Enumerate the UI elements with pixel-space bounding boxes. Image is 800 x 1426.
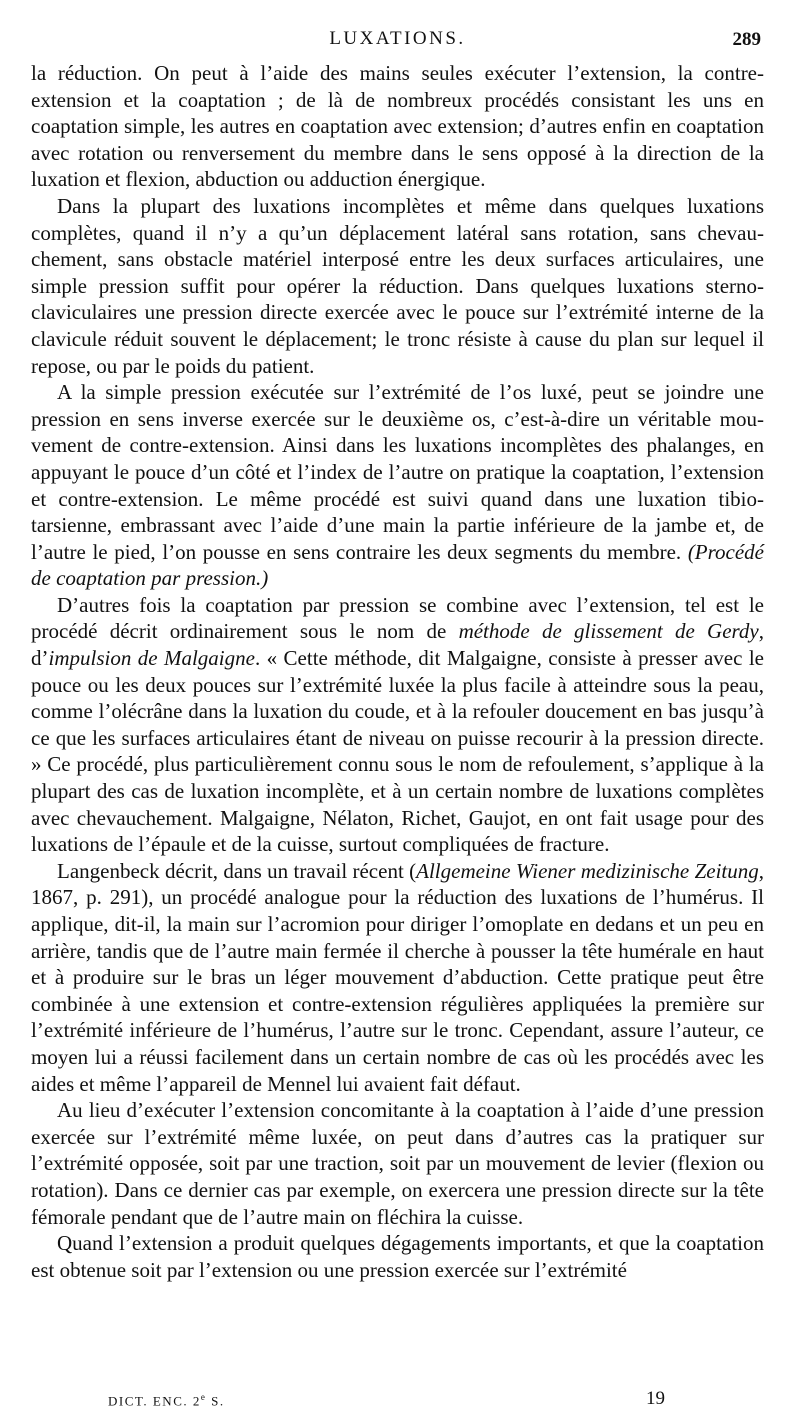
paragraph-4: [31, 592, 764, 858]
page-number: 289: [732, 29, 761, 50]
paragraph-5: [31, 858, 764, 1097]
page-header: [30, 22, 765, 54]
paragraph-2: Dans la plupart des luxations incomplètes et même dans quelques luxations complètes, quand il n’y a qu’un déplacement latéral sans rotation, sans chevauchement, sans obstacle matériel interposé entre les deux surfaces articulaires, une simple pression suffit pour opérer la réduction. Dans quelques luxations sterno-claviculaires une pression directe exercée avec le pouce sur l’extrémité interne de la clavicule réduit souvent le déplacement; le tronc résiste à cause du plan sur lequel il repose, ou par le poids du patient.: [31, 193, 764, 378]
paragraph-5-text-c: , 1867, p. 291), un procédé analogue pour la réduction des luxations de l’humérus. Il applique, dit-il, la main sur l’acromion pour diriger l’omoplate en dedans et un peu en arrière, tandis que de l’autre main fermée il cherche à pousser la tête humérale en haut et à produire sur le bras un léger mouvement d’abduction. Cette pratique peut être combinée à une extension et contre-extension régulières appliquées la première sur l’extrémité inférieure de l’humérus, l’autre sur le tronc. Cependant, assure l’auteur, ce moyen lui a réussi facilement dans un certain nombre de cas où les procédés avec les aides et même l’appareil de Mennel lui avaient fait défaut.: [31, 858, 764, 1096]
running-title: LUXATIONS.: [329, 28, 466, 49]
paragraph-3: [31, 379, 764, 592]
paragraph-7: Quand l’extension a produit quelques dégagements importants, et que la coaptation est obtenue soit par l’extension ou une pression exercée sur l’extrémité: [31, 1231, 764, 1282]
paragraph-5-italic-journal: Allgemeine Wiener medizinische Zeitung: [416, 858, 759, 883]
signature-sup: e: [200, 1392, 207, 1402]
paragraph-6: Au lieu d’exécuter l’extension concomitante à la coaptation à l’aide d’une pression exercée sur l’extrémité même luxée, on peut dans d’autres cas la pratiquer sur l’extrémité opposée, soit par une traction, soit par un mouvement de levier (flexion ou rotation). Dans ce dernier cas par exemple, on exercera une pression directe sur la tête fémorale pendant que de l’autre main on fléchira la cuisse.: [31, 1098, 764, 1229]
paragraph-3-italic: (Procédé de coaptation par pression.): [31, 539, 764, 591]
paragraph-5-text-a: Langenbeck décrit, dans un travail récent (: [57, 858, 417, 883]
page-footer: [30, 1388, 765, 1416]
paragraph-4-italic-malgaigne: impulsion de Malgaigne: [48, 646, 255, 671]
paragraph-4-text-c: , d’: [31, 619, 765, 671]
paragraph-4-italic-gerdy: méthode de glissement de Gerdy: [458, 619, 759, 644]
paragraph-4-text-e: . « Cette méthode, dit Malgaigne, consiste à presser avec le pouce ou les deux pouces sur l’extrémité luxée la plus facile à atteindre sous la peau, comme l’olécrâne dans la luxation du coude, et à la refouler doucement en bas jusqu’à ce que les surfaces articulaires étant de niveau on puisse recourir à la pression directe. » Ce procédé, plus particulièrement connu sous le nom de refoulement, s’applique à la plupart des cas de luxation incomplète, et à un certain nombre de luxations complètes avec chevauchement. Malgaigne, Nélaton, Richet, Gaujot, en ont fait usage pour des luxations de l’épaule et de la cuisse, surtout compliquées de fracture.: [31, 646, 764, 857]
printer-signature: [108, 1392, 225, 1409]
paragraph-3-text: A la simple pression exécutée sur l’extrémité de l’os luxé, peut se joindre une pression en sens inverse exercée sur le deuxième os, c’est-à-dire un véritable mouvement de contre-extension. Ainsi dans les luxations incomplètes des phalanges, en appuyant le pouce d’un côté et l’index de l’autre on pratique la coaptation, l’extension et contre-extension. Le même procédé est suivi quand dans une luxation tibio-tarsienne, embrassant avec l’aide d’une main la partie inférieure de la jambe et, de l’autre le pied, l’on pousse en sens contraire les deux segments du membre.: [31, 380, 764, 564]
sheet-number: 19: [646, 1388, 665, 1409]
paragraph-1: la réduction. On peut à l’aide des mains seules exécuter l’extension, la contre-extension et la coaptation ; de là de nombreux procédés consistant les uns en coaptation simple, les autres en coaptation avec extension; d’autres enfin en coaptation avec rotation ou renversement du membre dans le sens opposé à la direction de la luxation et flexion, abduction ou adduction énergique.: [31, 61, 764, 192]
paragraph-4-text-a: D’autres fois la coaptation par pression se combine avec l’extension, tel est le procédé décrit ordinairement sous le nom de: [31, 592, 764, 644]
body-text: [31, 60, 764, 1283]
signature-suffix: S.: [206, 1393, 225, 1409]
signature-prefix: DICT. ENC. 2: [108, 1393, 201, 1409]
